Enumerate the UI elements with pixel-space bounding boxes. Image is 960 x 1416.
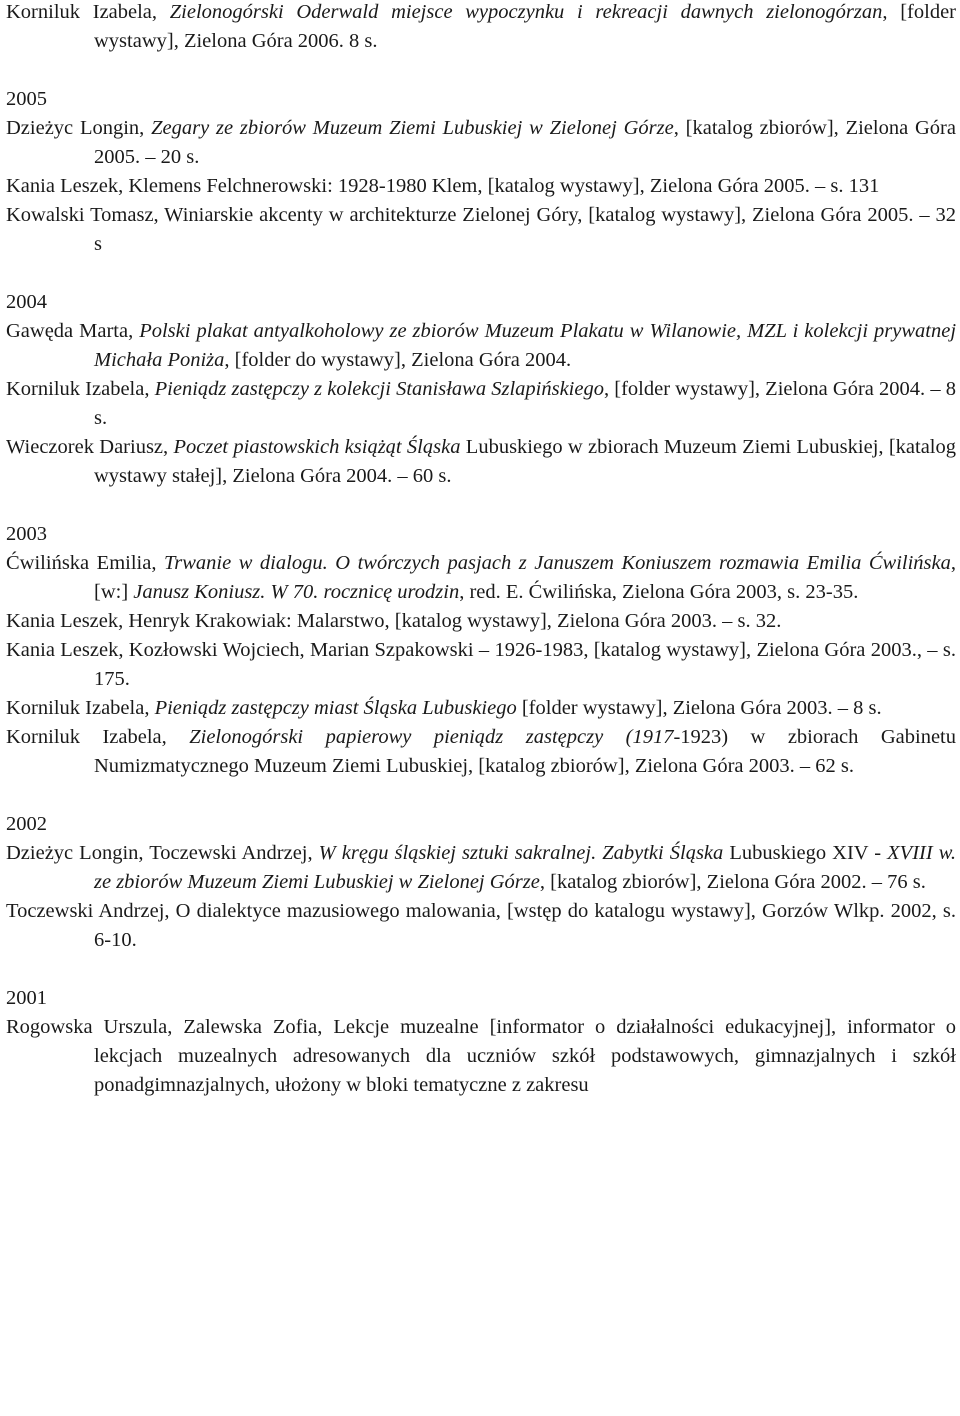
entry-text: Dzieżyc Longin, Toczewski Andrzej, <box>6 842 319 864</box>
entry-title-text: W kręgu śląskiej sztuki sakralnej. Zabytki Śląska <box>318 842 724 864</box>
entry-title-text: XVIII w. ze zbiorów Muzeum Ziemi Lubuskiej w Zielonej Górze <box>94 842 956 893</box>
year-section <box>6 810 956 955</box>
entry-text: , [katalog zbiorów], Zielona Góra 2002. – 76 s. <box>539 871 926 893</box>
entry-text: Kowalski Tomasz, Winiarskie akcenty w architekturze Zielonej Góry, [katalog wystawy], Zielona Góra 2005. – 32 s <box>6 204 956 255</box>
entry-title-text: Janusz Koniusz. W 70. rocznicę urodzin <box>133 581 460 603</box>
bibliography-entry <box>6 897 956 955</box>
entry-text: Rogowska Urszula, Zalewska Zofia, Lekcje muzealne [informator o działalności edukacyjnej], informator o lekcjach muzealnych adresowanych dla uczniów szkół podstawowych, gimnazjalnych i szkół ponadgimnazjalnych, ułożony w bloki tematyczne z zakresu <box>6 1016 956 1096</box>
year-heading: 2002 <box>6 813 47 835</box>
year-section <box>6 85 956 259</box>
entry-text: [folder wystawy], Zielona Góra 2003. – 8 s. <box>516 697 882 719</box>
bibliography-entry <box>6 433 956 491</box>
entry-text: Korniluk Izabela, <box>6 726 190 748</box>
entry-text: , [folder do wystawy], Zielona Góra 2004. <box>224 349 572 371</box>
bibliography-entry <box>6 694 956 723</box>
entry-title-text: Trwanie w dialogu. O twórczych pasjach z Januszem Koniuszem rozmawia Emilia Ćwilińska <box>163 552 951 574</box>
entry-text: Korniluk Izabela, <box>6 378 155 400</box>
entry-text: Ćwilińska Emilia, <box>6 552 164 574</box>
bibliography-entry <box>6 0 956 56</box>
bibliography-entry <box>6 839 956 897</box>
bibliography-entry <box>6 114 956 172</box>
entry-text: Lubuskiego XIV - <box>723 842 888 864</box>
entry-text: Kania Leszek, Henryk Krakowiak: Malarstwo, [katalog wystawy], Zielona Góra 2003. – s. 32. <box>6 610 782 632</box>
entry-title-text: Pieniądz zastępczy miast Śląska Lubuskiego <box>154 697 517 719</box>
entry-title-text: Poczet piastowskich książąt Śląska <box>173 436 461 458</box>
entry-text: Dzieżyc Longin, <box>6 117 152 139</box>
year-heading: 2005 <box>6 88 47 110</box>
bibliography-entry <box>6 636 956 694</box>
entry-title-text: Zielonogórski papierowy pieniądz zastępczy (1917 <box>189 726 674 748</box>
year-heading: 2004 <box>6 291 47 313</box>
entry-text: , [folder wystawy], Zielona Góra 2006. 8 s. <box>94 1 956 52</box>
entry-text: , [folder wystawy], Zielona Góra 2004. – 8 s. <box>94 378 956 429</box>
entry-text: Wieczorek Dariusz, <box>6 436 174 458</box>
entry-title-text: Zegary ze zbiorów Muzeum Ziemi Lubuskiej w Zielonej Górze <box>151 117 674 139</box>
entry-text: -1923) w zbiorach Gabinetu Numizmatycznego Muzeum Ziemi Lubuskiej, [katalog zbiorów], Zielona Góra 2003. – 62 s. <box>94 726 956 777</box>
entry-title-text: Zielonogórski Oderwald miejsce wypoczynku i rekreacji dawnych zielonogórzan <box>169 1 883 23</box>
entry-text: , red. E. Ćwilińska, Zielona Góra 2003, s. 23-35. <box>459 581 859 603</box>
bibliography-document <box>6 0 956 1129</box>
entry-text: Korniluk Izabela, <box>6 1 170 23</box>
entry-text: Korniluk Izabela, <box>6 697 155 719</box>
entry-title-text: Polski plakat antyalkoholowy ze zbiorów Muzeum Plakatu w Wilanowie, MZL i kolekcji prywatnej Michała Poniża <box>94 320 957 371</box>
bibliography-entry <box>6 1013 956 1100</box>
entry-text: Gawęda Marta, <box>6 320 140 342</box>
year-section <box>6 520 956 781</box>
entry-title-text: Pieniądz zastępczy z kolekcji Stanisława Szlapińskiego <box>154 378 604 400</box>
bibliography-entry <box>6 549 956 607</box>
bibliography-entry <box>6 317 956 375</box>
year-section <box>6 0 956 56</box>
bibliography-entry <box>6 607 956 636</box>
entry-text: Kania Leszek, Klemens Felchnerowski: 1928-1980 Klem, [katalog wystawy], Zielona Góra 2005. – s. 131 <box>6 175 880 197</box>
bibliography-entry <box>6 375 956 433</box>
entry-text: , [w:] <box>94 552 956 603</box>
year-heading: 2003 <box>6 523 47 545</box>
entry-text: Kania Leszek, Kozłowski Wojciech, Marian Szpakowski – 1926-1983, [katalog wystawy], Zielona Góra 2003., – s. 175. <box>6 639 956 690</box>
year-heading: 2001 <box>6 987 47 1009</box>
bibliography-entry <box>6 723 956 781</box>
year-section <box>6 288 956 491</box>
bibliography-entry <box>6 201 956 259</box>
entry-text: Lubuskiego w zbiorach Muzeum Ziemi Lubuskiej, [katalog wystawy stałej], Zielona Góra 2004. – 60 s. <box>94 436 956 487</box>
bibliography-entry <box>6 172 956 201</box>
year-section <box>6 984 956 1100</box>
entry-text: , [katalog zbiorów], Zielona Góra 2005. – 20 s. <box>94 117 956 168</box>
entry-text: Toczewski Andrzej, O dialektyce mazusiowego malowania, [wstęp do katalogu wystawy], Gorzów Wlkp. 2002, s. 6-10. <box>6 900 956 951</box>
